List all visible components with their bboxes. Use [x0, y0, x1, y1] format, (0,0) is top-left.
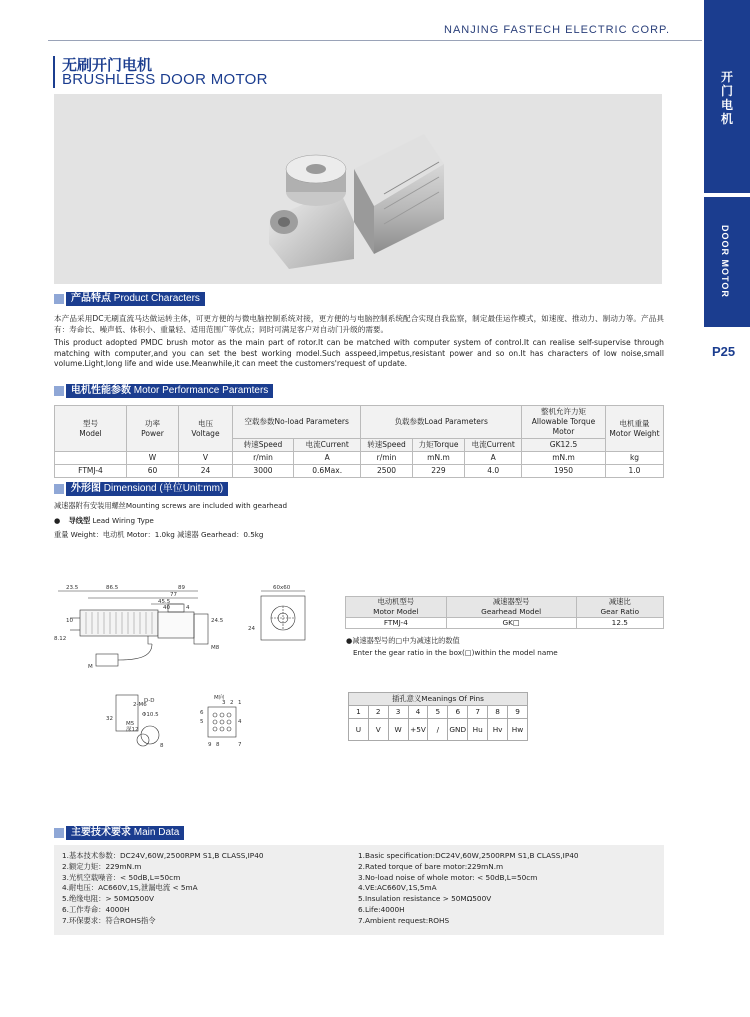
- mounting-note: 减速器附有安装用螺丝Mounting screws are included with gearhead: [54, 501, 288, 510]
- svg-text:24.5: 24.5: [211, 618, 224, 624]
- section-marker: [54, 386, 64, 396]
- gear-ratio-note-en: Enter the gear ratio in the box(□)within the model name: [353, 648, 558, 657]
- svg-text:6: 6: [200, 710, 204, 716]
- svg-text:8.12: 8.12: [54, 636, 67, 642]
- table-row: U V W +5V / GND Hu Hv Hw: [349, 719, 528, 741]
- svg-text:M5: M5: [126, 721, 135, 727]
- svg-text:77: 77: [170, 592, 177, 598]
- svg-text:8: 8: [160, 743, 164, 749]
- dimension-drawing: [48, 582, 348, 762]
- pins-table: [348, 692, 528, 741]
- category-tab-cn[interactable]: [704, 0, 750, 193]
- svg-text:5: 5: [200, 719, 204, 725]
- page-number: P25: [712, 344, 736, 359]
- svg-text:M8: M8: [211, 645, 220, 651]
- section-header-characters: 产品特点 Product Characters: [54, 292, 205, 306]
- svg-text:2-M6: 2-M6: [133, 702, 147, 708]
- gear-ratio-note-cn: ●减速器型号的□中为减速比的数值: [346, 636, 460, 645]
- table-row: FTMJ-4 60 24 3000 0.6Max. 2500 229 4.0 1950 1.0: [55, 465, 664, 478]
- svg-text:Φ10.5: Φ10.5: [142, 712, 159, 718]
- section-marker: [54, 484, 64, 494]
- section-marker: [54, 294, 64, 304]
- table-units-row: W V r/min A r/min mN.m A mN.m kg: [55, 452, 664, 465]
- title-accent-bar: [53, 56, 55, 88]
- table-subheader-row: 转速Speed 电流Current 转速Speed 力矩Torque 电流Current GK12.5: [55, 439, 664, 452]
- model-table: [345, 596, 664, 629]
- wiring-type: ● 导线型 Lead Wiring Type: [54, 516, 154, 525]
- svg-text:M: M: [88, 664, 93, 670]
- category-tab-cn-label: 开 门 电 机: [720, 70, 733, 126]
- section-marker: [54, 828, 64, 838]
- table-row: 1 2 3 4 5 6 7 8 9: [349, 706, 528, 719]
- characters-text-cn: 本产品采用DC无刷直流马达做运转主体，可更方便的与微电脑控制系统对接，更方便的与电脑控制系统配合实现自我监察，制定最佳运作模式，如速度、推动力、制动力等。产品具有：寿命长、噪声低、体积小、重量轻、适用范围广等优点；同时可满足客户对自动门升级的需要。: [54, 314, 664, 334]
- svg-text:2: 2: [230, 700, 234, 706]
- svg-text:1: 1: [238, 700, 242, 706]
- svg-text:24: 24: [248, 626, 255, 632]
- product-photo: [54, 94, 662, 284]
- svg-text:45.5: 45.5: [158, 599, 171, 605]
- svg-text:深12: 深12: [126, 727, 139, 733]
- svg-text:10: 10: [66, 618, 73, 624]
- svg-text:8: 8: [216, 742, 220, 748]
- header-divider: [48, 40, 702, 41]
- svg-text:3: 3: [222, 700, 226, 706]
- table-header-row: 插孔意义Meanings Of Pins: [349, 693, 528, 706]
- main-data-box: [54, 845, 664, 935]
- motor-body: [354, 134, 444, 254]
- pulley: [286, 155, 346, 206]
- svg-text:89: 89: [178, 585, 185, 591]
- svg-text:7: 7: [238, 742, 242, 748]
- svg-text:9: 9: [208, 742, 212, 748]
- main-data-en: 1.Basic specification:DC24V,60W,2500RPM S1,B CLASS,IP40 2.Rated torque of bare motor:229mN.m 3.No-load noise of whole motor: < 50dB,L=50cm 4.VE:AC660V,1S,5mA 5.Insulation resistance > 50MΩ500V 6.Life:4000H 7.Ambient request:ROHS: [358, 851, 579, 925]
- svg-text:23.5: 23.5: [66, 585, 79, 591]
- drawing-labels: [54, 585, 291, 749]
- table-row: FTMJ-4 GK□ 12.5: [346, 618, 664, 629]
- section-header-dimension: 外形图 Dimensiond (单位Unit:mm): [54, 482, 228, 496]
- svg-text:4: 4: [186, 605, 190, 611]
- svg-text:M向: M向: [214, 695, 225, 701]
- svg-text:86.5: 86.5: [106, 585, 119, 591]
- category-tab-en-label: DOOR MOTOR: [720, 225, 730, 298]
- motor-illustration: [54, 94, 662, 284]
- section-header-main-data: 主要技术要求 Main Data: [54, 826, 184, 840]
- svg-text:4: 4: [238, 719, 242, 725]
- section-header-performance: 电机性能参数 Motor Performance Paramters: [54, 384, 273, 398]
- page-title-en: BRUSHLESS DOOR MOTOR: [62, 71, 268, 88]
- performance-table: [54, 405, 664, 478]
- svg-text:D-D: D-D: [144, 698, 155, 704]
- svg-text:40: 40: [163, 605, 170, 611]
- page-title-cn: 无刷开门电机: [62, 56, 153, 74]
- main-data-cn: 1.基本技术参数：DC24V,60W,2500RPM S1,B CLASS,IP40 2.额定力矩：229mN.m 3.光机空载噪音：< 50dB,L=50cm 4.耐电压：AC660V,1S,泄漏电流 < 5mA 5.绝缘电阻：> 50MΩ500V 6.工作寿命：4000H 7.环保要求：符合ROHS指令: [62, 851, 264, 925]
- characters-text-en: This product adopted PMDC brush motor as the main part of rotor.It can be matched with computer system of control.It can realise self-supervise through matching with computer,and you can set the best working model.Such asspeed,impetus,resistant power and so on.It has characters of low noise,small volume.Light,long life and wide use.Meanwhile,it can meet the customers'request of update.: [54, 338, 664, 369]
- category-tab-en[interactable]: [704, 197, 750, 327]
- company-name: NANJING FASTECH ELECTRIC CORP.: [444, 24, 670, 36]
- table-header-row: 型号 Model 功率 Power 电压 Voltage 空载参数No-load Parameters 负载参数Load Parameters 整机允许力矩 Allowable Torque Motor 电机重量 Motor Weight: [55, 406, 664, 439]
- svg-text:60x60: 60x60: [273, 585, 291, 591]
- weight-info: 重量 Weight：电动机 Motor：1.0kg 减速器 Gearhead：0.5kg: [54, 530, 264, 539]
- svg-text:32: 32: [106, 716, 113, 722]
- table-header-row: 电动机型号 Motor Model 减速器型号 Gearhead Model 减速比 Gear Ratio: [346, 597, 664, 618]
